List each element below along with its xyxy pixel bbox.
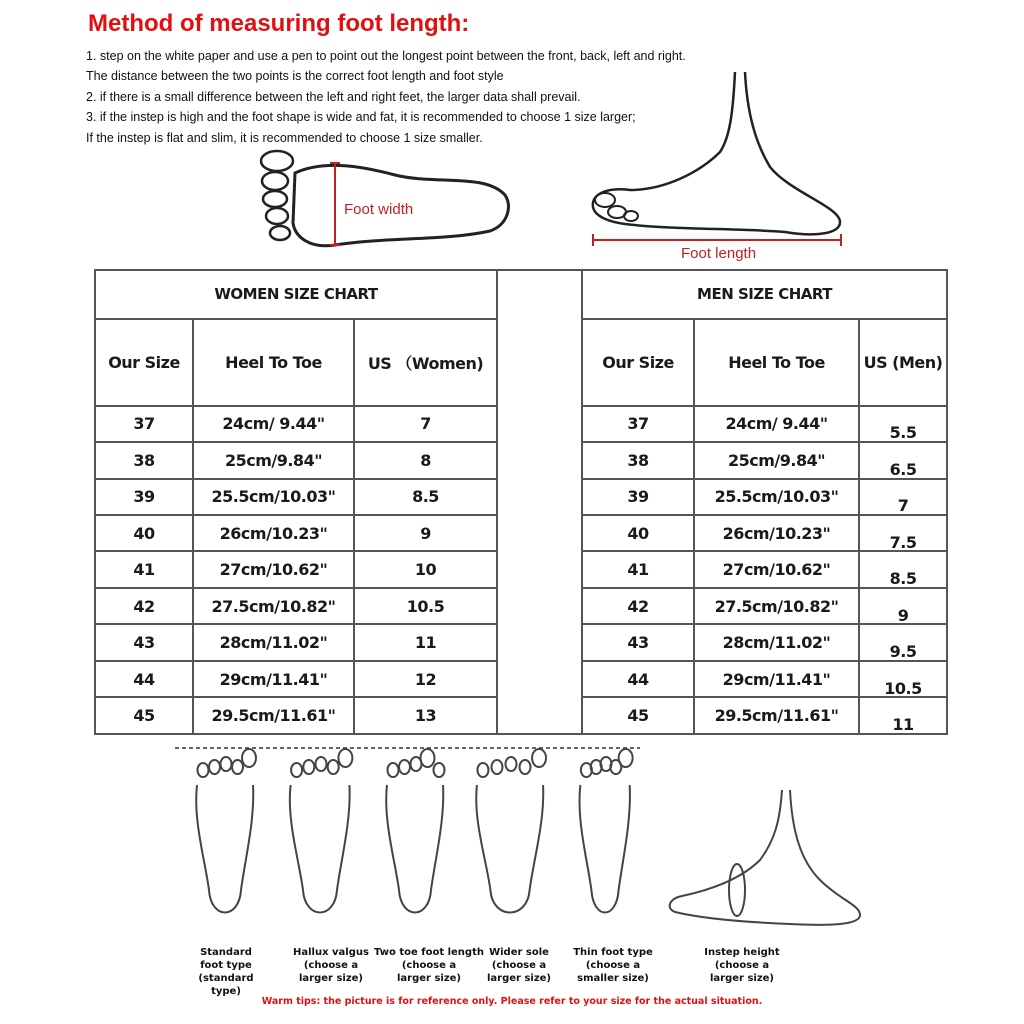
table-cell: 9 (859, 588, 947, 624)
column-header: US (Men) (859, 319, 947, 406)
chart-gap (497, 406, 582, 442)
table-cell: 11 (354, 624, 497, 660)
table-row (95, 442, 947, 478)
table-cell: 45 (582, 697, 694, 734)
instruction-line-4: 3. if the instep is high and the foot shape is wide and fat, it is recommended to choose 1 size larger; (86, 110, 636, 124)
chart-gap (497, 661, 582, 697)
column-header: Heel To Toe (694, 319, 859, 406)
instruction-line-3: 2. if there is a small difference between the left and right feet, the larger data shall prevail. (86, 90, 581, 104)
chart-gap (497, 515, 582, 551)
table-cell: 29.5cm/11.61" (694, 697, 859, 734)
table-cell: 39 (582, 479, 694, 515)
table-cell: 25.5cm/10.03" (193, 479, 354, 515)
table-cell: 6.5 (859, 442, 947, 478)
foot-side-icon (585, 72, 855, 252)
chart-gap (497, 588, 582, 624)
table-cell: 45 (95, 697, 193, 734)
table-cell: 29cm/11.41" (694, 661, 859, 697)
table-cell: 12 (354, 661, 497, 697)
table-cell: 44 (95, 661, 193, 697)
table-row (95, 515, 947, 551)
table-cell: 44 (582, 661, 694, 697)
foot-types-illustration (170, 740, 870, 940)
foot-type-caption: Standard foot type (standard type) (198, 947, 254, 997)
table-cell: 38 (582, 442, 694, 478)
column-header: Our Size (582, 319, 694, 406)
table-cell: 25cm/9.84" (694, 442, 859, 478)
table-cell: 10.5 (354, 588, 497, 624)
table-cell: 38 (95, 442, 193, 478)
chart-header-row (95, 319, 947, 406)
men-chart-title: MEN SIZE CHART (582, 270, 947, 319)
column-header: Our Size (95, 319, 193, 406)
instruction-line-1: 1. step on the white paper and use a pen to point out the longest point between the front, back, left and right. (86, 49, 686, 63)
table-row (95, 551, 947, 587)
table-cell: 41 (582, 551, 694, 587)
foot-type-caption: Wider sole (choose a larger size) (486, 947, 551, 984)
table-cell: 28cm/11.02" (193, 624, 354, 660)
table-cell: 25.5cm/10.03" (694, 479, 859, 515)
table-cell: 37 (95, 406, 193, 442)
table-cell: 40 (95, 515, 193, 551)
table-cell: 29cm/11.41" (193, 661, 354, 697)
page-title: Method of measuring foot length: (88, 10, 470, 37)
chart-gap (497, 624, 582, 660)
table-row (95, 479, 947, 515)
table-cell: 9.5 (859, 624, 947, 660)
table-cell: 7 (859, 479, 947, 515)
table-cell: 42 (582, 588, 694, 624)
column-header: Heel To Toe (193, 319, 354, 406)
table-cell: 11 (859, 697, 947, 734)
table-cell: 27cm/10.62" (193, 551, 354, 587)
table-cell: 9 (354, 515, 497, 551)
table-row (95, 697, 947, 734)
table-cell: 42 (95, 588, 193, 624)
table-cell: 27cm/10.62" (694, 551, 859, 587)
chart-title-row (95, 270, 947, 319)
table-cell: 5.5 (859, 406, 947, 442)
table-cell: 7 (354, 406, 497, 442)
column-header: US （Women) (354, 319, 497, 406)
table-cell: 8 (354, 442, 497, 478)
chart-body (95, 406, 947, 734)
table-cell: 8.5 (859, 551, 947, 587)
instruction-line-2: The distance between the two points is the correct foot length and foot style (86, 69, 504, 83)
table-row (95, 588, 947, 624)
table-cell: 29.5cm/11.61" (193, 697, 354, 734)
chart-gap (497, 442, 582, 478)
women-chart-title: WOMEN SIZE CHART (95, 270, 497, 319)
foot-sole-icon (255, 145, 515, 255)
instruction-line-5: If the instep is flat and slim, it is recommended to choose 1 size smaller. (86, 131, 483, 145)
table-cell: 43 (95, 624, 193, 660)
table-cell: 27.5cm/10.82" (193, 588, 354, 624)
table-cell: 43 (582, 624, 694, 660)
table-cell: 39 (95, 479, 193, 515)
chart-gap (497, 479, 582, 515)
table-cell: 24cm/ 9.44" (193, 406, 354, 442)
table-cell: 41 (95, 551, 193, 587)
foot-type-caption: Two toe foot length (choose a larger size) (374, 947, 484, 984)
table-cell: 10 (354, 551, 497, 587)
chart-gap (497, 319, 582, 406)
foot-width-label: Foot width (344, 201, 414, 218)
chart-gap (497, 551, 582, 587)
table-cell: 8.5 (354, 479, 497, 515)
foot-length-label: Foot length (681, 245, 757, 262)
foot-type-caption: Thin foot type (choose a smaller size) (573, 947, 653, 984)
table-row (95, 406, 947, 442)
table-cell: 24cm/ 9.44" (694, 406, 859, 442)
table-cell: 27.5cm/10.82" (694, 588, 859, 624)
foot-type-caption: Instep height (choose a larger size) (704, 947, 780, 984)
table-row (95, 661, 947, 697)
table-cell: 13 (354, 697, 497, 734)
chart-gap (497, 697, 582, 734)
table-cell: 37 (582, 406, 694, 442)
table-cell: 25cm/9.84" (193, 442, 354, 478)
table-row (95, 624, 947, 660)
table-cell: 26cm/10.23" (193, 515, 354, 551)
table-cell: 10.5 (859, 661, 947, 697)
table-cell: 26cm/10.23" (694, 515, 859, 551)
table-cell: 40 (582, 515, 694, 551)
warm-tip: Warm tips: the picture is for reference only. Please refer to your size for the actual situation. (261, 996, 763, 1007)
chart-gap (497, 270, 582, 319)
table-cell: 7.5 (859, 515, 947, 551)
table-cell: 28cm/11.02" (694, 624, 859, 660)
size-chart-table (94, 269, 948, 735)
foot-type-caption: Hallux valgus (choose a larger size) (293, 947, 369, 984)
